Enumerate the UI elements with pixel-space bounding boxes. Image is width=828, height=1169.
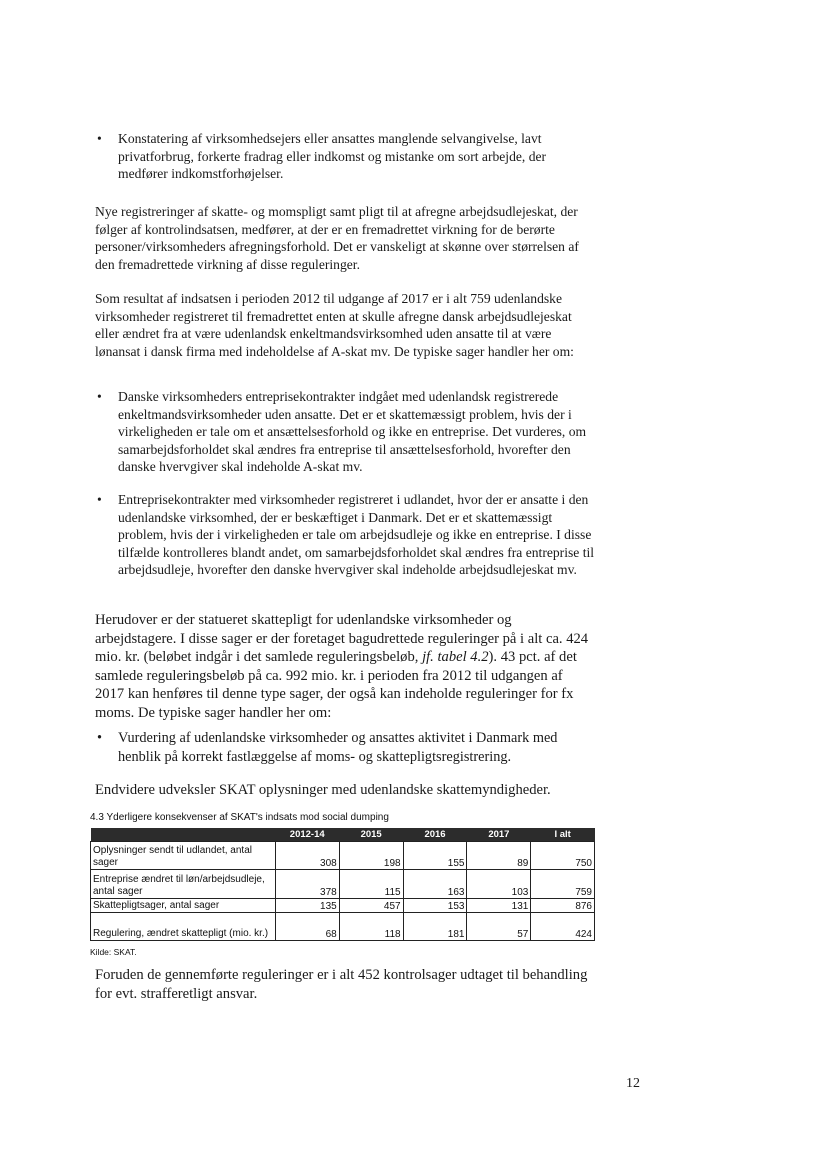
- paragraph-new-registrations: Nye registreringer af skatte- og momspligt samt pligt til at afregne arbejdsudlejeskat, der følger af kontrolindsatsen, medfører, at der er en fremadrettet virkning for de berørte personer/virksomheders afregningsforhold. Det er vanskeligt at skønne over størrelsen af den fremadrettede virkning af disse reguleringer.: [95, 204, 579, 272]
- bullet-entreprise-danish: • Danske virksomheders entreprisekontrakter indgået med udenlandsk registrerede enkeltmandsvirksomheder uden ansatte. Det er et skattemæssigt problem, hvis der i virkeligheden er tale om et ansættelsesforhold og ikke en entreprise. Det vurderes, om samarbejdsforholdet skal ændres fra entreprise til ansættelsesforhold, hvorefter den danske hvervgiver skal indeholde A-skat mv.: [118, 388, 596, 476]
- table-cell: 68: [275, 913, 339, 941]
- paragraph-text-start: Herudover er der statueret skattepligt for udenlandske virksomheder og arbejdstagere. I disse sager er der foretaget bagudrettede reguleringer på i alt ca. 424 mio. kr. (beløbet indgår i det samlede reguleringsbeløb,: [95, 612, 589, 665]
- table-cell: 876: [531, 899, 595, 913]
- table-cell: 759: [531, 870, 595, 899]
- table-row-label: Oplysninger sendt til udlandet, antal sager: [91, 842, 276, 870]
- table-row-label: Entreprise ændret til løn/arbejdsudleje, antal sager: [91, 870, 276, 899]
- table-header-empty: [91, 828, 276, 842]
- table-cell: 89: [467, 842, 531, 870]
- paragraph-text-end: ). 43 pct. af det samlede reguleringsbeløb på ca. 992 mio. kr. i perioden fra 2012 til udgangen af 2017 kan henføres til denne type sager, der også kan indeholde reguleringer for fx moms. De typiske sager handler her om:: [95, 649, 577, 721]
- table-cell: 57: [467, 913, 531, 941]
- table-row: [91, 870, 595, 899]
- table-header-cell: 2012-14: [275, 828, 339, 842]
- table-header-cell: I alt: [531, 828, 595, 842]
- page-number: 12: [626, 1076, 640, 1091]
- table-row-label: Skattepligtsager, antal sager: [91, 899, 276, 913]
- table-header-cell: 2015: [339, 828, 403, 842]
- table-row: [91, 842, 595, 870]
- table-cell: 308: [275, 842, 339, 870]
- table-cell: 424: [531, 913, 595, 941]
- table-cell: 163: [403, 870, 467, 899]
- table-cell: 131: [467, 899, 531, 913]
- table-cell: 181: [403, 913, 467, 941]
- consequences-table: [90, 828, 595, 941]
- paragraph-criminal-cases: Foruden de gennemførte reguleringer er i alt 452 kontrolsager udtaget til behandling for evt. strafferetligt ansvar.: [95, 967, 588, 1002]
- bullet-entreprise-foreign: • Entreprisekontrakter med virksomheder registreret i udlandet, hvor der er ansatte i den udenlandske virksomhed, der er beskæftiget i Danmark. Det er et skattemæssigt problem, hvis der i virkeligheden er tale om arbejdsudleje og ikke en entreprise. I disse tilfælde kontrolleres blandt andet, om samarbejdsforholdet skal ændres fra entreprise til arbejdsudleje, hvorefter den danske hvervgiver skal indeholde arbejdsudlejeskat mv.: [118, 491, 596, 579]
- paragraph-results: Som resultat af indsatsen i perioden 2012 til udgange af 2017 er i alt 759 udenlandske virksomheder registreret til fremadrettet enten at skulle afregne dansk arbejdsudlejeskat eller ændret fra at være udenlandsk enkeltmandsvirksomhed uden ansatte til at være lønansat i dansk firma med indeholdelse af A-skat mv. De typiske sager handler her om:: [95, 291, 574, 359]
- table-cell: 103: [467, 870, 531, 899]
- table-cell: 115: [339, 870, 403, 899]
- table-title: 4.3 Yderligere konsekvenser af SKAT's indsats mod social dumping: [90, 812, 389, 823]
- table-cell: 153: [403, 899, 467, 913]
- table-cell: 155: [403, 842, 467, 870]
- bullet-income-adjustments: • Konstatering af virksomhedsejers eller ansattes manglende selvangivelse, lavt privatforbrug, forkerte fradrag eller indkomst og mistanke om sort arbejde, der medfører indkomstforhøjelser.: [118, 130, 596, 183]
- table-cell: 135: [275, 899, 339, 913]
- table-header-cell: 2016: [403, 828, 467, 842]
- table-header-row: [91, 828, 595, 842]
- paragraph-information-exchange: Endvidere udveksler SKAT oplysninger med udenlandske skattemyndigheder.: [95, 782, 551, 798]
- table-source: Kilde: SKAT.: [90, 947, 137, 957]
- table-row: [91, 899, 595, 913]
- table-row: [91, 913, 595, 941]
- paragraph-tax-liability: [95, 611, 595, 722]
- table-row-label: Regulering, ændret skattepligt (mio. kr.): [91, 913, 276, 941]
- table-cell: 198: [339, 842, 403, 870]
- table-cell: 750: [531, 842, 595, 870]
- table-reference-link: jf. tabel 4.2: [422, 649, 489, 665]
- table-cell: 118: [339, 913, 403, 941]
- table-cell: 378: [275, 870, 339, 899]
- bullet-foreign-activity: • Vurdering af udenlandske virksomheder og ansattes aktivitet i Danmark med henblik på korrekt fastlæggelse af moms- og skattepligtsregistrering.: [118, 729, 596, 766]
- table-cell: 457: [339, 899, 403, 913]
- table-header-cell: 2017: [467, 828, 531, 842]
